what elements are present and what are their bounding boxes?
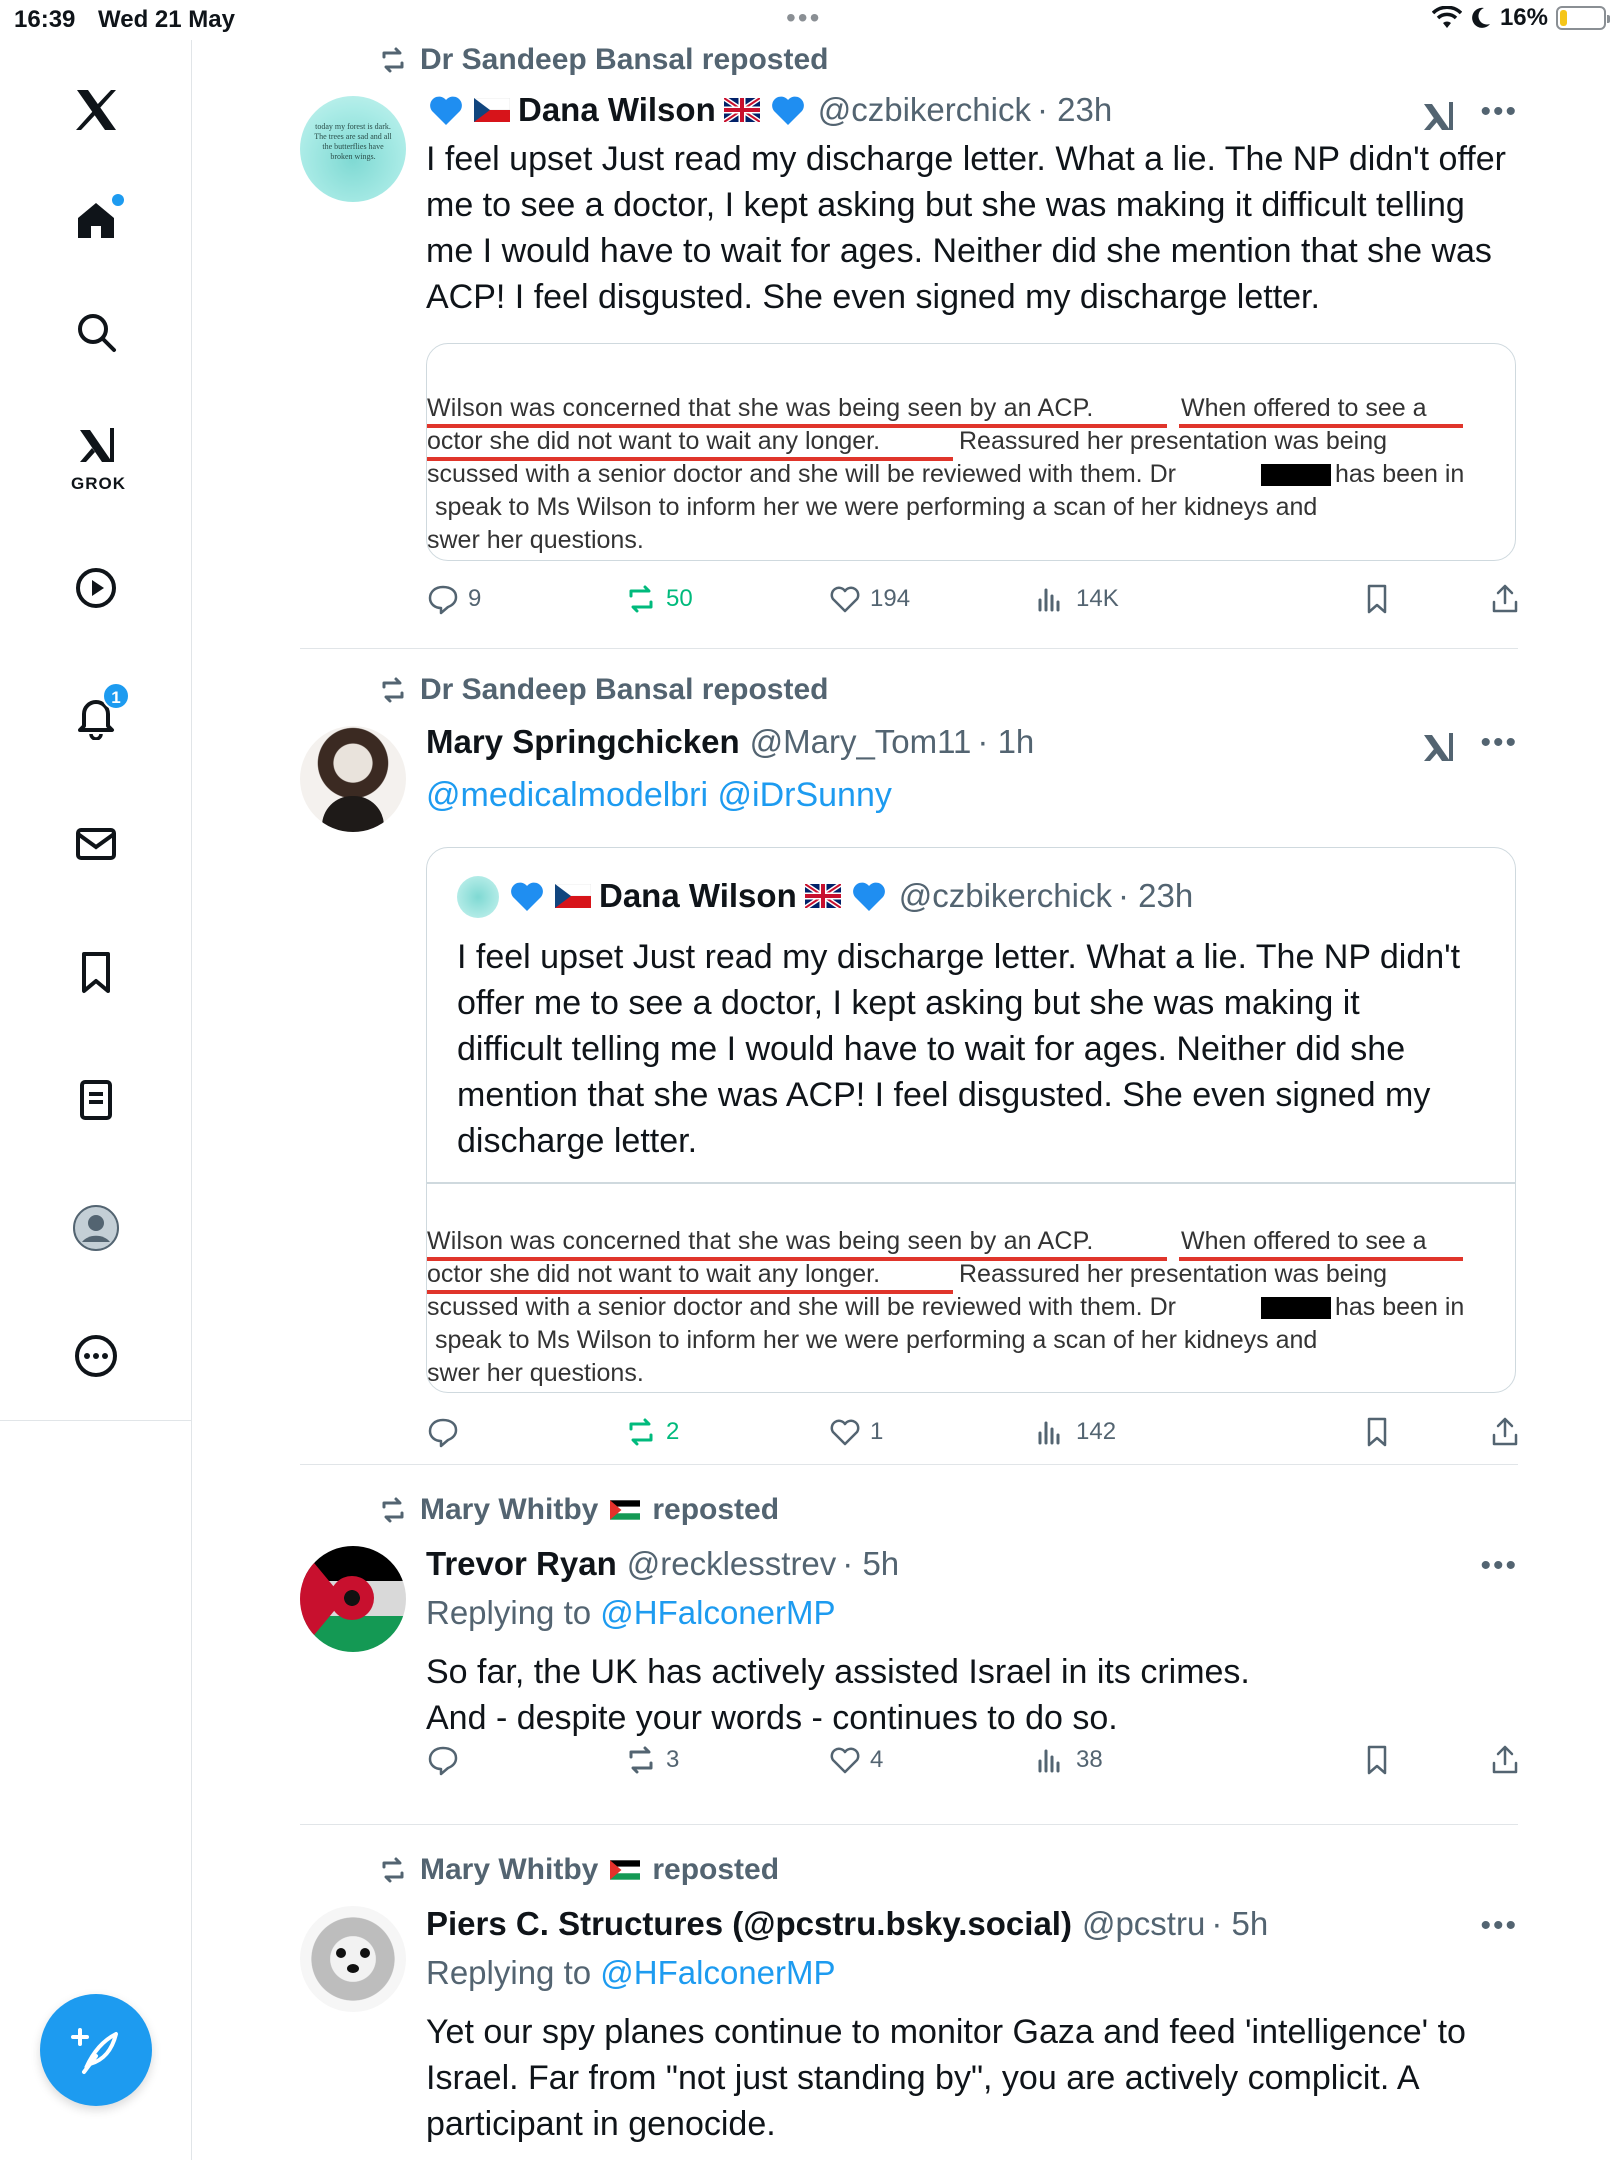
blue-heart-icon — [426, 90, 466, 130]
more-options-icon[interactable]: ••• — [1480, 1549, 1518, 1582]
doc-line: scussed with a senior doctor and she will be reviewed with them. Dr — [427, 460, 1176, 488]
like-icon — [828, 1415, 862, 1449]
tweet-item[interactable] — [300, 1465, 1518, 1825]
tweet-actions — [426, 1415, 1516, 1455]
tweet-time[interactable]: · 1h — [977, 723, 1035, 760]
author-name[interactable]: Mary Springchicken — [426, 723, 740, 760]
uk-flag-icon — [805, 884, 841, 908]
repost-count: 2 — [666, 1418, 680, 1445]
replying-to-handle[interactable]: @HFalconerMP — [600, 1954, 836, 1991]
like-count: 1 — [870, 1418, 884, 1445]
tweet-header — [426, 90, 1112, 130]
doc-line: Reassured her presentation was being — [959, 1260, 1388, 1288]
doc-line: When offered to see a — [1181, 1227, 1427, 1255]
like-count: 4 — [870, 1746, 884, 1773]
tweet-text-line: So far, the UK has actively assisted Israel in its crimes. — [426, 1653, 1250, 1691]
tweet-actions — [426, 582, 1516, 622]
grok-explain-icon[interactable] — [1418, 727, 1458, 767]
author-name[interactable]: Trevor Ryan — [426, 1545, 617, 1582]
views-icon — [1034, 1743, 1068, 1777]
tweet-header — [426, 1545, 899, 1583]
tweet-mentions[interactable]: @medicalmodelbri @iDrSunny — [426, 776, 892, 814]
author-handle[interactable]: @pcstru — [1081, 1905, 1206, 1942]
reply-button[interactable] — [426, 1743, 468, 1777]
bell-icon[interactable] — [56, 676, 136, 756]
quoted-time: · 23h — [1117, 877, 1194, 914]
bookmark-button[interactable] — [1360, 582, 1394, 616]
czech-flag-icon — [474, 98, 510, 122]
status-right — [1432, 4, 1606, 32]
timeline-feed — [300, 40, 1518, 2160]
quoted-avatar[interactable] — [457, 876, 499, 918]
views-button[interactable] — [1034, 1415, 1116, 1449]
blue-heart-icon — [507, 876, 547, 916]
tweet-time[interactable]: · 5h — [842, 1545, 900, 1582]
reposted-label: reposted — [652, 1493, 780, 1526]
uk-flag-icon — [724, 98, 760, 122]
reply-button[interactable] — [426, 582, 481, 616]
repost-icon — [378, 675, 408, 705]
avatar-dog-nose — [347, 1964, 359, 1973]
doc-line: speak to Ms Wilson to inform her we were performing a scan of her kidneys and — [435, 1326, 1318, 1354]
reposted-label: reposted — [652, 1853, 780, 1886]
blue-heart-icon — [768, 90, 808, 130]
views-button[interactable] — [1034, 1743, 1103, 1777]
views-count: 38 — [1076, 1746, 1103, 1773]
author-handle[interactable]: @Mary_Tom11 — [749, 723, 972, 760]
replying-prefix: Replying to — [426, 1954, 592, 1991]
views-count: 14K — [1076, 585, 1119, 612]
avatar[interactable] — [300, 726, 406, 832]
views-icon — [1034, 1415, 1068, 1449]
repost-icon — [624, 1743, 658, 1777]
battery-icon — [1556, 6, 1606, 30]
share-icon — [1488, 1743, 1522, 1777]
bookmark-button[interactable] — [1360, 1743, 1394, 1777]
doc-line: swer her questions. — [427, 1359, 644, 1387]
doc-line: octor she did not want to wait any longer. — [427, 1260, 881, 1288]
battery-percent: 16% — [1499, 4, 1548, 31]
share-button[interactable] — [1488, 582, 1522, 616]
avatar-figure — [322, 796, 384, 832]
bookmark-icon[interactable] — [56, 932, 136, 1012]
tweet-header — [426, 723, 1034, 761]
doc-line: Wilson was concerned that she was being seen by an ACP. — [427, 394, 1094, 422]
compose-button[interactable] — [40, 1994, 152, 2106]
reposter-name: Mary Whitby — [420, 1493, 599, 1526]
reply-icon — [426, 582, 460, 616]
avatar-dog-eye — [336, 1948, 346, 1958]
share-button[interactable] — [1488, 1743, 1522, 1777]
replying-to-handle[interactable]: @HFalconerMP — [600, 1594, 836, 1631]
palestine-flag-icon — [610, 1495, 640, 1525]
doc-line: scussed with a senior doctor and she will be reviewed with them. Dr — [427, 1293, 1176, 1321]
quoted-header — [507, 876, 1193, 916]
multitasking-dots-icon[interactable]: ••• — [786, 2, 822, 33]
like-icon — [828, 1743, 862, 1777]
reply-icon — [426, 1415, 460, 1449]
repost-indicator — [378, 1853, 779, 1887]
compose-icon — [66, 2020, 126, 2080]
repost-button[interactable] — [624, 582, 693, 616]
doc-line: has been in — [1335, 1293, 1465, 1321]
reply-button[interactable] — [426, 1415, 468, 1449]
tweet-time[interactable]: · 23h — [1036, 91, 1113, 128]
sidebar — [0, 40, 192, 2160]
doc-line: Reassured her presentation was being — [959, 427, 1388, 455]
grok-explain-icon[interactable] — [1418, 96, 1458, 136]
repost-button[interactable] — [624, 1415, 679, 1449]
avatar-dog-eye — [360, 1948, 370, 1958]
repost-button[interactable] — [624, 1743, 679, 1777]
palestine-flag-icon — [610, 1855, 640, 1885]
replying-prefix: Replying to — [426, 1594, 592, 1631]
tweet-text: Yet our spy planes continue to monitor Gaza and feed 'intelligence' to Israel. Far from "not just standing by", you are actively complicit. A participant in genocide. — [426, 2013, 1466, 2143]
doc-line: has been in — [1335, 460, 1465, 488]
more-options-icon[interactable]: ••• — [1480, 1909, 1518, 1942]
search-icon[interactable] — [56, 292, 136, 372]
status-time: 16:39 — [14, 6, 76, 33]
doc-line: swer her questions. — [427, 526, 644, 554]
home-icon[interactable] — [56, 180, 136, 260]
like-icon — [828, 582, 862, 616]
repost-icon — [378, 1495, 408, 1525]
bookmark-button[interactable] — [1360, 1415, 1394, 1449]
author-name[interactable]: Piers C. Structures (@pcstru.bsky.social) — [426, 1905, 1072, 1942]
czech-flag-icon — [555, 884, 591, 908]
quoted-tweet[interactable] — [426, 847, 1516, 1393]
status-date: Wed 21 May — [98, 6, 235, 33]
avatar-poppy — [330, 1576, 374, 1620]
avatar[interactable] — [300, 1906, 406, 2012]
wifi-icon — [1432, 6, 1462, 30]
quoted-author-name: Dana Wilson — [599, 877, 797, 914]
more-options-icon[interactable]: ••• — [1480, 726, 1518, 759]
quoted-media-image[interactable] — [427, 1183, 1516, 1393]
sidebar-divider — [0, 1420, 192, 1421]
repost-icon — [378, 1855, 408, 1885]
share-icon — [1488, 1415, 1522, 1449]
repost-indicator — [378, 43, 828, 77]
redaction-bar — [1261, 464, 1331, 486]
blue-heart-icon — [849, 876, 889, 916]
reposter-name: Mary Whitby — [420, 1853, 599, 1886]
author-handle[interactable]: @czbikerchick — [817, 91, 1031, 128]
repost-count: 3 — [666, 1746, 680, 1773]
tweet-header — [426, 1905, 1268, 1943]
notifications-badge: 1 — [102, 682, 130, 710]
bookmark-icon — [1360, 582, 1394, 616]
author-handle[interactable]: @recklesstrev — [626, 1545, 837, 1582]
author-name[interactable]: Dana Wilson — [518, 91, 716, 128]
repost-icon — [624, 1415, 658, 1449]
mail-icon[interactable] — [56, 804, 136, 884]
reply-icon — [426, 1743, 460, 1777]
views-count: 142 — [1076, 1418, 1117, 1445]
reply-count: 9 — [468, 585, 482, 612]
quoted-text: I feel upset Just read my discharge letter. What a lie. The NP didn't offer me to see a doctor, I kept asking but she was making it difficult telling me I would have to wait for ages. Neither did she mention that she was ACP! I feel disgusted. She even signed my discharge letter. — [457, 938, 1461, 1160]
doc-line: When offered to see a — [1181, 394, 1427, 422]
list-icon[interactable] — [56, 1060, 136, 1140]
tweet-actions — [426, 1743, 1516, 1783]
like-count: 194 — [870, 585, 911, 612]
reposter-label: Dr Sandeep Bansal reposted — [420, 43, 829, 76]
replying-to — [426, 1594, 836, 1632]
replying-to — [426, 1954, 836, 1992]
share-button[interactable] — [1488, 1415, 1522, 1449]
status-bar — [0, 0, 1620, 40]
tweet-time[interactable]: · 5h — [1211, 1905, 1269, 1942]
doc-line: speak to Ms Wilson to inform her we were performing a scan of her kidneys and — [435, 493, 1318, 521]
tweet-item[interactable] — [300, 40, 1518, 649]
doc-line: Wilson was concerned that she was being seen by an ACP. — [427, 1227, 1094, 1255]
avatar[interactable] — [300, 1546, 406, 1652]
bookmark-icon — [1360, 1415, 1394, 1449]
avatar-quote-text: today my forest is dark. The trees are sad and all the butterflies have broken wings. — [314, 122, 392, 161]
repost-icon — [378, 45, 408, 75]
share-icon — [1488, 582, 1522, 616]
more-icon[interactable] — [56, 1316, 136, 1396]
grok-label: GROK — [71, 474, 126, 493]
doc-line: octor she did not want to wait any longer. — [427, 427, 881, 455]
like-button[interactable] — [828, 1743, 883, 1777]
repost-count: 50 — [666, 585, 693, 612]
bookmark-icon — [1360, 1743, 1394, 1777]
like-button[interactable] — [828, 1415, 883, 1449]
redaction-bar — [1261, 1297, 1331, 1319]
reposter-label: Dr Sandeep Bansal reposted — [420, 673, 829, 706]
tweet-item[interactable] — [300, 1825, 1518, 2160]
home-notification-dot — [112, 194, 124, 206]
repost-indicator — [378, 673, 828, 707]
tweet-item[interactable] — [300, 649, 1518, 1465]
repost-indicator — [378, 1493, 779, 1527]
tweet-text-line: And - despite your words - continues to do so. — [426, 1699, 1118, 1737]
video-icon[interactable] — [56, 548, 136, 628]
tweet-text: I feel upset Just read my discharge letter. What a lie. The NP didn't offer me to see a doctor, I kept asking but she was making it difficult telling me I would have to wait for ages. Neither did she mention that she was ACP! I feel disgusted. She even signed my discharge letter. — [426, 140, 1506, 316]
moon-icon — [1470, 6, 1492, 30]
x-logo-icon[interactable] — [56, 70, 136, 150]
profile-icon[interactable] — [56, 1188, 136, 1268]
views-icon — [1034, 582, 1068, 616]
tweet-text — [426, 1649, 1506, 1741]
views-button[interactable] — [1034, 582, 1119, 616]
tweet-media-image[interactable] — [426, 343, 1516, 561]
avatar[interactable] — [300, 96, 406, 202]
repost-icon — [624, 582, 658, 616]
more-options-icon[interactable]: ••• — [1480, 95, 1518, 128]
quoted-author-handle: @czbikerchick — [898, 877, 1112, 914]
like-button[interactable] — [828, 582, 910, 616]
